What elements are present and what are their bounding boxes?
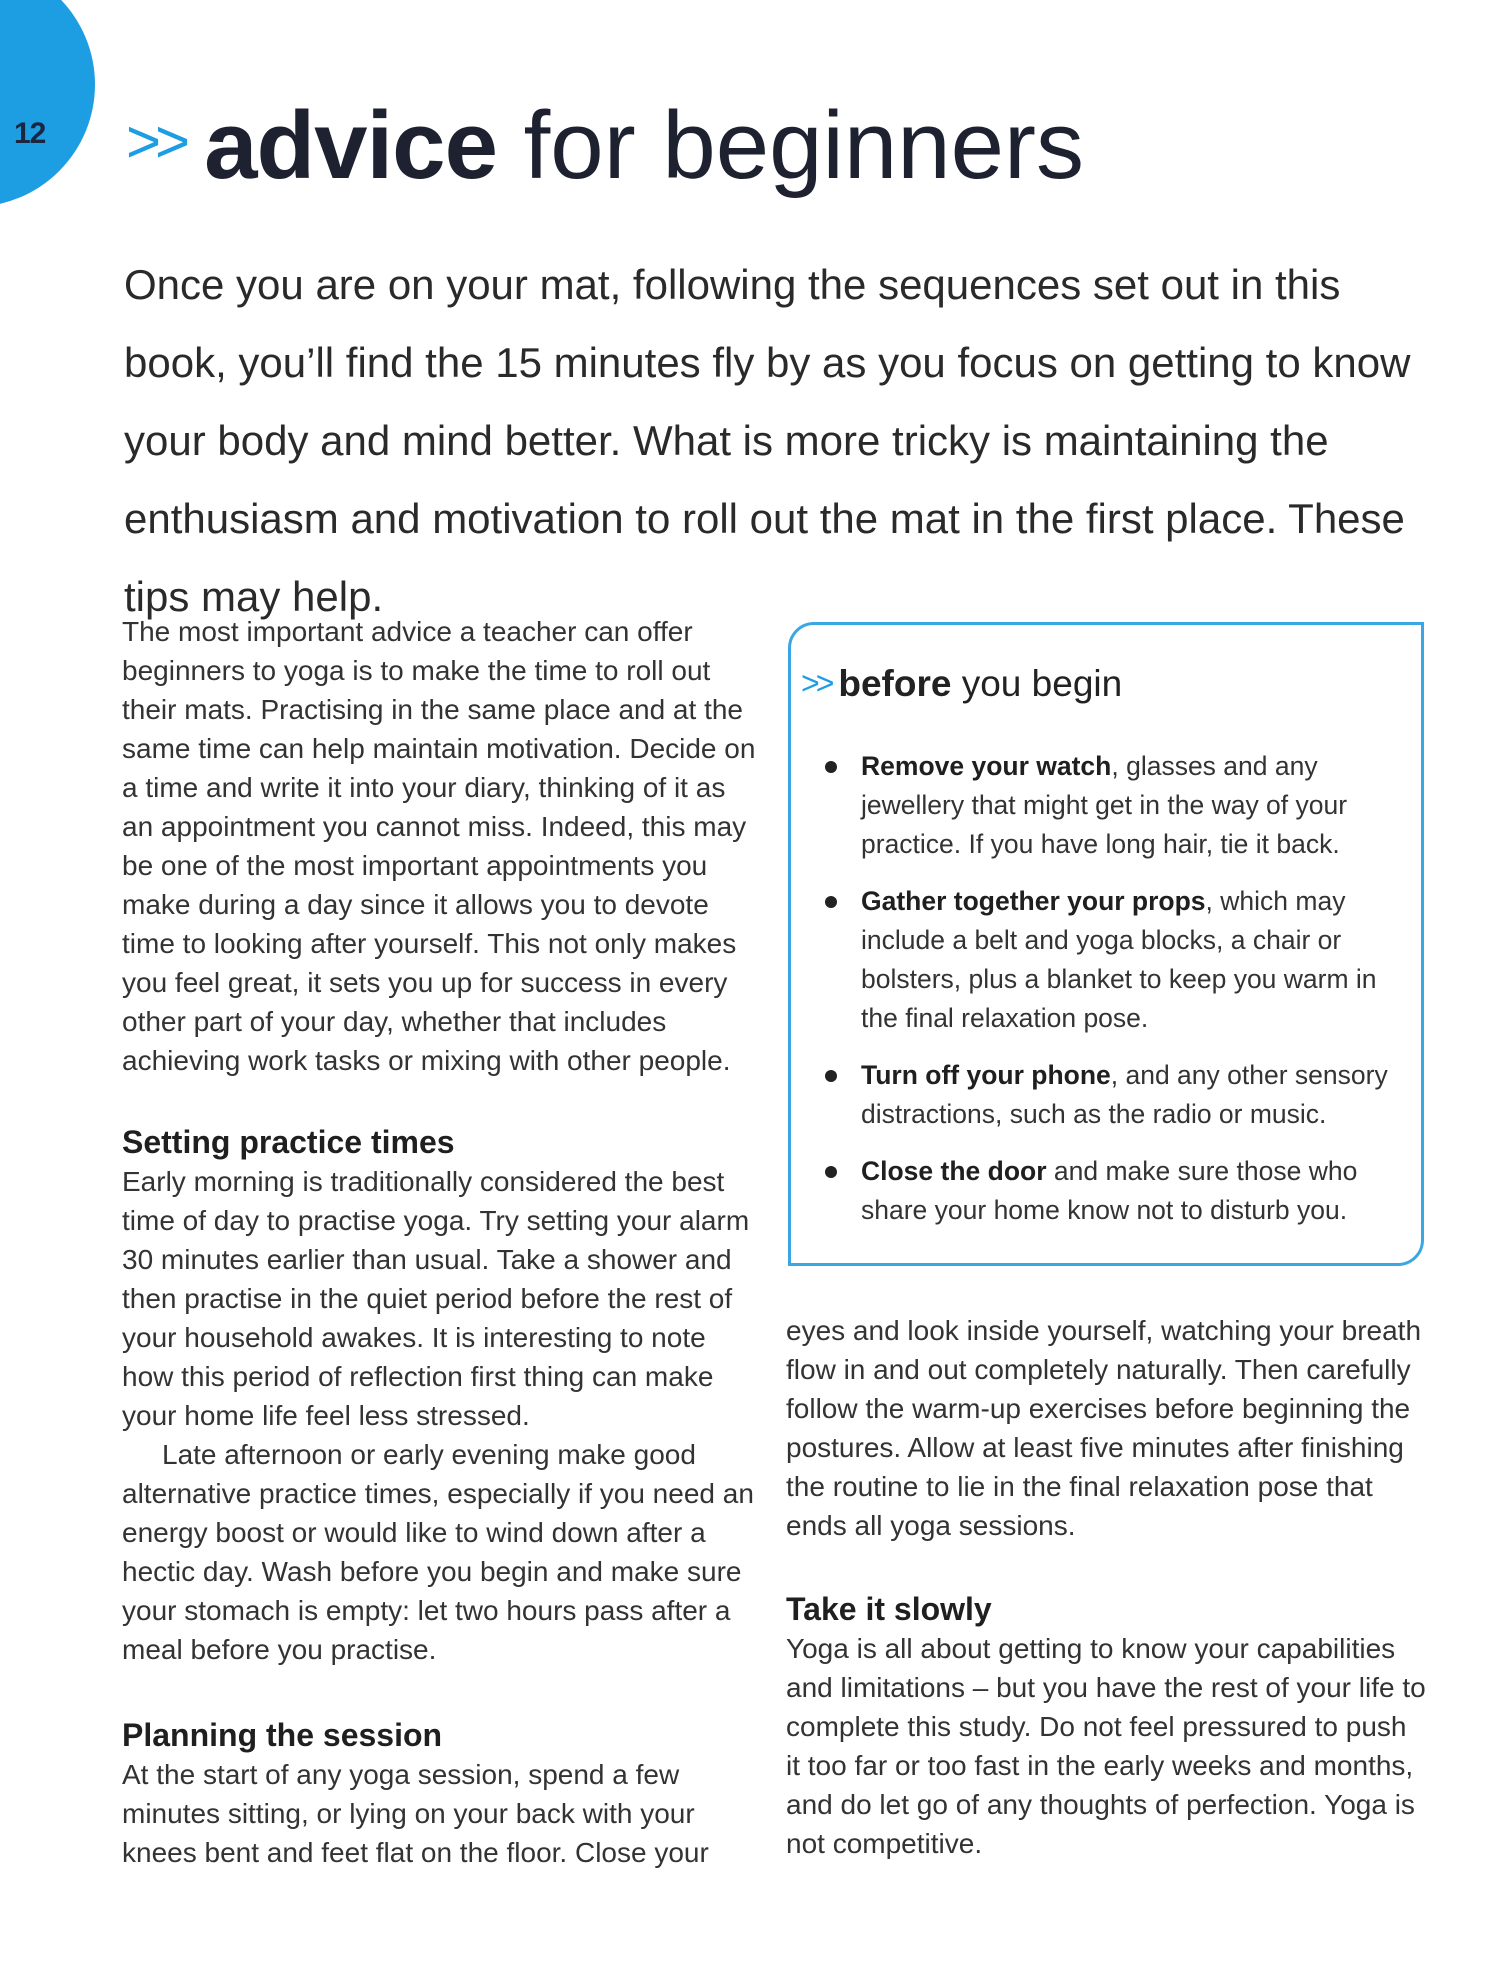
section-heading: Take it slowly xyxy=(786,1591,992,1627)
box-title-bold: before xyxy=(838,663,952,704)
tip-lead: Turn off your phone xyxy=(861,1060,1111,1090)
body-paragraph: At the start of any yoga session, spend a few minutes sitting, or lying on your back with your knees bent and feet flat on the floor. Close your xyxy=(122,1759,709,1868)
body-paragraph: eyes and look inside yourself, watching your breath flow in and out completely naturally. Then carefully follow the warm-up exercises before beginning the postures. Allow at least five minutes after finishing the routine to lie in the final relaxation pose that ends all yoga sessions. xyxy=(786,1315,1422,1541)
tip-item xyxy=(819,882,1404,1038)
intro-paragraph: Once you are on your mat, following the sequences set out in this book, you’ll find the 15 minutes fly by as you focus on getting to know your body and mind better. What is more tricky is maintaining the enthusiasm and motivation to roll out the mat in the first place. These tips may help. xyxy=(124,261,1411,620)
tip-item xyxy=(819,1152,1404,1230)
title-rest: for beginners xyxy=(496,92,1084,199)
body-paragraph: Late afternoon or early evening make good alternative practice times, especially if you need an energy boost or would like to wind down after a hectic day. Wash before you begin and make sure your stomach is empty: let two hours pass after a meal before you practise. xyxy=(122,1439,754,1665)
tip-lead: Remove your watch xyxy=(861,751,1112,781)
section-heading: Setting practice times xyxy=(122,1124,455,1160)
bullet-icon xyxy=(825,896,837,908)
tip-lead: Gather together your props xyxy=(861,886,1206,916)
bullet-icon xyxy=(825,1070,837,1082)
title-arrows-icon: >> xyxy=(126,108,185,175)
section-heading: Planning the session xyxy=(122,1717,443,1753)
tip-item xyxy=(819,747,1404,864)
box-title-rest: you begin xyxy=(951,663,1123,704)
right-column xyxy=(786,1311,1426,1863)
bullet-icon xyxy=(825,761,837,773)
tips-list xyxy=(819,747,1404,1248)
box-title xyxy=(801,659,1122,708)
box-arrows-icon: >> xyxy=(801,665,831,701)
tip-text: , which may include a belt and yoga blocks, a chair or bolsters, plus a blanket to keep you warm in the final relaxation pose. xyxy=(861,886,1377,1033)
before-you-begin-box xyxy=(788,622,1424,1266)
tip-lead: Close the door xyxy=(861,1156,1047,1186)
body-paragraph: Early morning is traditionally considered the best time of day to practise yoga. Try setting your alarm 30 minutes earlier than usual. Take a shower and then practise in the quiet period before the rest of your household awakes. It is interesting to note how this period of reflection first thing can make your home life feel less stressed. xyxy=(122,1166,750,1431)
page-number: 12 xyxy=(14,117,46,150)
page-number-tab xyxy=(0,0,95,207)
body-paragraph: Yoga is all about getting to know your capabilities and limitations – but you have the rest of your life to complete this study. Do not feel pressured to push it too far or too fast in the early weeks and months, and do let go of any thoughts of perfection. Yoga is not competitive. xyxy=(786,1633,1426,1859)
tip-item xyxy=(819,1056,1404,1134)
title-bold: advice xyxy=(204,92,497,199)
body-paragraph: The most important advice a teacher can offer beginners to yoga is to make the time to roll out their mats. Practising in the same place and at the same time can help maintain motivation. Decide on a time and write it into your diary, thinking of it as an appointment you cannot miss. Indeed, this may be one of the most important appointments you make during a day since it allows you to devote time to looking after yourself. This not only makes you feel great, it sets you up for success in every other part of your day, whether that includes achieving work tasks or mixing with other people. xyxy=(122,616,756,1076)
tip-text: and make sure those who share your home know not to disturb you. xyxy=(861,1156,1358,1225)
tip-text: , glasses and any jewellery that might get in the way of your practice. If you have long hair, tie it back. xyxy=(861,751,1348,859)
left-column xyxy=(122,612,762,1872)
bullet-icon xyxy=(825,1166,837,1178)
page-title xyxy=(126,82,1084,206)
tip-text: , and any other sensory distractions, such as the radio or music. xyxy=(861,1060,1388,1129)
